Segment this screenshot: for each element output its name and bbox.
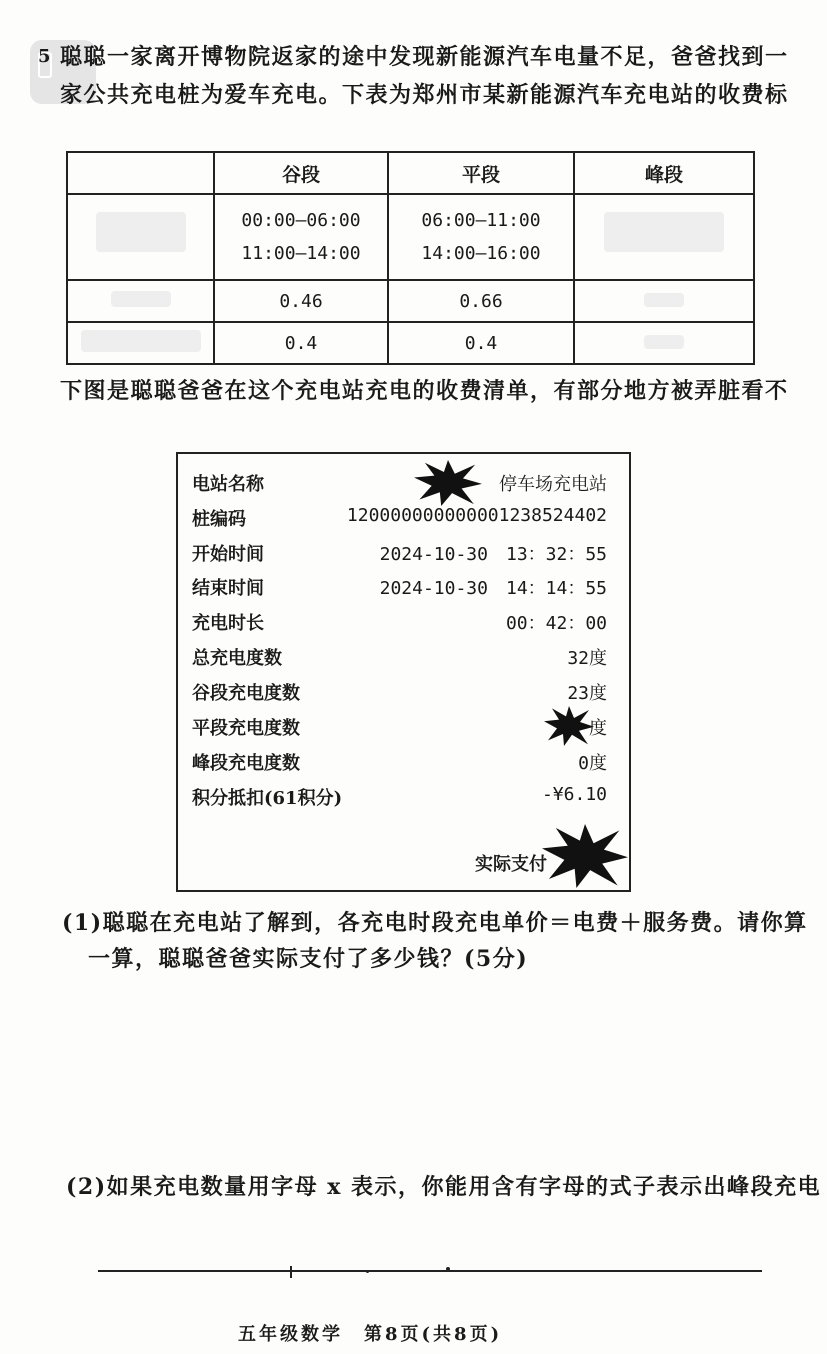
blurred-label — [67, 322, 214, 364]
flat-value-3: 0.66 — [388, 280, 574, 322]
q2-line-1: (2)如果充电数量用字母 x 表示，你能用含有字母的式子表示出峰段充电 — [66, 1174, 822, 1200]
receipt — [176, 452, 631, 892]
row-label: 开始时间 — [192, 544, 264, 565]
row-value: 停车场充电站 — [499, 474, 607, 495]
header-flat: 平段 — [388, 152, 574, 194]
flat-times — [388, 194, 574, 280]
valley-time-2: 11:00—14:00 — [241, 243, 361, 264]
divider-tick — [290, 1266, 292, 1278]
row-value: -¥6.10 — [541, 784, 607, 805]
intro-line-1: 聪聪一家离开博物院返家的途中发现新能源汽车电量不足，爸爸找到一 — [60, 44, 789, 70]
row-label: 结束时间 — [192, 578, 264, 599]
divider — [98, 1270, 762, 1272]
row-value: 00：42：00 — [505, 613, 607, 634]
flat-time-2: 14:00—16:00 — [421, 243, 541, 264]
fee-table — [66, 151, 755, 365]
actual-pay-label: 实际支付 — [475, 854, 547, 875]
blurred-peak-times — [574, 194, 754, 280]
fee-table-times-row — [67, 194, 754, 280]
q1-line-1: (1)聪聪在充电站了解到，各充电时段充电单价＝电费＋服务费。请你算 — [62, 910, 808, 936]
receipt-row-total-kwh — [192, 644, 607, 674]
flat-value-4: 0.4 — [388, 322, 574, 364]
receipt-row-pile-code — [192, 505, 607, 535]
row-label: 谷段充电度数 — [192, 683, 300, 704]
fee-table-header — [67, 152, 754, 194]
row-label: 总充电度数 — [192, 648, 282, 669]
middle-line: 下图是聪聪爸爸在这个充电站充电的收费清单，有部分地方被弄脏看不 — [60, 378, 789, 404]
row-label: 桩编码 — [192, 509, 246, 530]
row-value: 0度 — [578, 753, 607, 774]
question-number: 5 — [38, 46, 51, 67]
row-label: 峰段充电度数 — [192, 753, 300, 774]
row-value: 23度 — [567, 683, 607, 704]
row-label: 电站名称 — [192, 474, 264, 495]
row-label: 积分抵扣(61积分) — [192, 788, 343, 809]
intro-line-2: 家公共充电桩为爱车充电。下表为郑州市某新能源汽车充电站的收费标 — [60, 82, 789, 108]
valley-time-1: 00:00—06:00 — [241, 210, 361, 231]
receipt-row-valley-kwh — [192, 679, 607, 709]
divider-dot — [366, 1270, 369, 1273]
divider-dot — [446, 1267, 450, 1271]
fee-table-row-3 — [67, 280, 754, 322]
header-blank — [67, 152, 214, 194]
receipt-row-points — [192, 784, 607, 814]
valley-value-3: 0.46 — [214, 280, 388, 322]
receipt-row-flat-kwh — [192, 714, 607, 744]
blurred-label — [67, 280, 214, 322]
row-label: 充电时长 — [192, 613, 264, 634]
flat-time-1: 06:00—11:00 — [421, 210, 541, 231]
row-label: 平段充电度数 — [192, 718, 300, 739]
row-value: 2024-10-30 13：32：55 — [379, 544, 607, 565]
receipt-row-duration — [192, 609, 607, 639]
fee-table-row-4 — [67, 322, 754, 364]
receipt-row-station — [192, 470, 607, 500]
blurred-peak-value — [574, 280, 754, 322]
row-value: 120000000000001238524402 — [346, 505, 607, 526]
page-footer: 五年级数学 第8页(共8页) — [238, 1324, 503, 1345]
receipt-row-peak-kwh — [192, 749, 607, 779]
ink-smudge — [542, 824, 628, 888]
header-valley: 谷段 — [214, 152, 388, 194]
blurred-peak-value — [574, 322, 754, 364]
row-value: 度 — [589, 718, 607, 739]
valley-times — [214, 194, 388, 280]
q1-line-2: 一算，聪聪爸爸实际支付了多少钱？(5分) — [88, 946, 529, 972]
row-value: 32度 — [567, 648, 607, 669]
row-value: 2024-10-30 14：14：55 — [379, 578, 607, 599]
header-peak: 峰段 — [574, 152, 754, 194]
blurred-label — [67, 194, 214, 280]
receipt-row-start — [192, 540, 607, 570]
receipt-row-end — [192, 574, 607, 604]
valley-value-4: 0.4 — [214, 322, 388, 364]
